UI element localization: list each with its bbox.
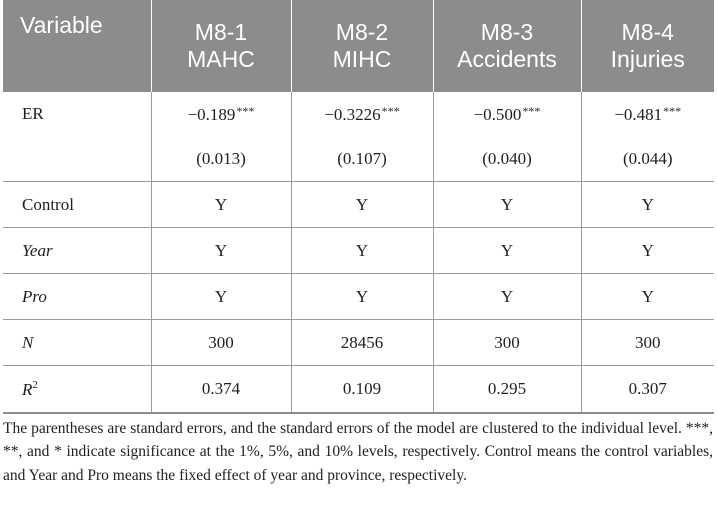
table-row-n: [3, 320, 714, 366]
control-1: Y: [151, 182, 291, 228]
r2-4: 0.307: [581, 366, 714, 414]
year-4: Y: [581, 228, 714, 274]
n-3: 300: [433, 320, 581, 366]
se-3: (0.040): [433, 136, 581, 182]
row-label-er: ER: [3, 92, 151, 136]
row-label-pro: Pro: [3, 274, 151, 320]
se-4: (0.044): [581, 136, 714, 182]
header-model-2: M8-2 MIHC: [291, 0, 433, 92]
year-2: Y: [291, 228, 433, 274]
table-row-er: [3, 92, 714, 136]
regression-table: [3, 0, 714, 414]
pro-1: Y: [151, 274, 291, 320]
n-2: 28456: [291, 320, 433, 366]
pro-2: Y: [291, 274, 433, 320]
control-2: Y: [291, 182, 433, 228]
pro-4: Y: [581, 274, 714, 320]
header-variable: Variable: [3, 0, 151, 92]
r2-1: 0.374: [151, 366, 291, 414]
header-model-4: M8-4 Injuries: [581, 0, 714, 92]
n-1: 300: [151, 320, 291, 366]
table-row-r2: [3, 366, 714, 414]
se-2: (0.107): [291, 136, 433, 182]
er-coef-4: −0.481***: [614, 103, 682, 124]
table-row-control: [3, 182, 714, 228]
row-label-year: Year: [3, 228, 151, 274]
table-footnote: The parentheses are standard errors, and the standard errors of the model are clustered to the individual level. ***, **, and * indicate significance at the 1%, 5%, and 10% levels, respectively. Control means the control variables, and Year and Pro means the fixed effect of year and province, respectively.: [3, 419, 713, 484]
er-coef-3: −0.500***: [433, 92, 581, 136]
year-1: Y: [151, 228, 291, 274]
row-label-control: Control: [3, 182, 151, 228]
table-row-pro: [3, 274, 714, 320]
row-label-se: [3, 136, 151, 182]
table-row-se: [3, 136, 714, 182]
year-3: Y: [433, 228, 581, 274]
control-4: Y: [581, 182, 714, 228]
r2-2: 0.109: [291, 366, 433, 414]
n-4: 300: [581, 320, 714, 366]
control-3: Y: [433, 182, 581, 228]
row-label-n: N: [3, 320, 151, 366]
r2-3: 0.295: [433, 366, 581, 414]
er-coef-2: −0.3226***: [291, 92, 433, 136]
pro-3: Y: [433, 274, 581, 320]
er-coef-1: −0.189***: [151, 92, 291, 136]
table-row-year: [3, 228, 714, 274]
table-header-row: [3, 0, 714, 92]
se-1: (0.013): [151, 136, 291, 182]
row-label-r2: $R^2$: [3, 366, 151, 414]
header-model-1: M8-1 MAHC: [151, 0, 291, 92]
header-model-3: M8-3 Accidents: [433, 0, 581, 92]
